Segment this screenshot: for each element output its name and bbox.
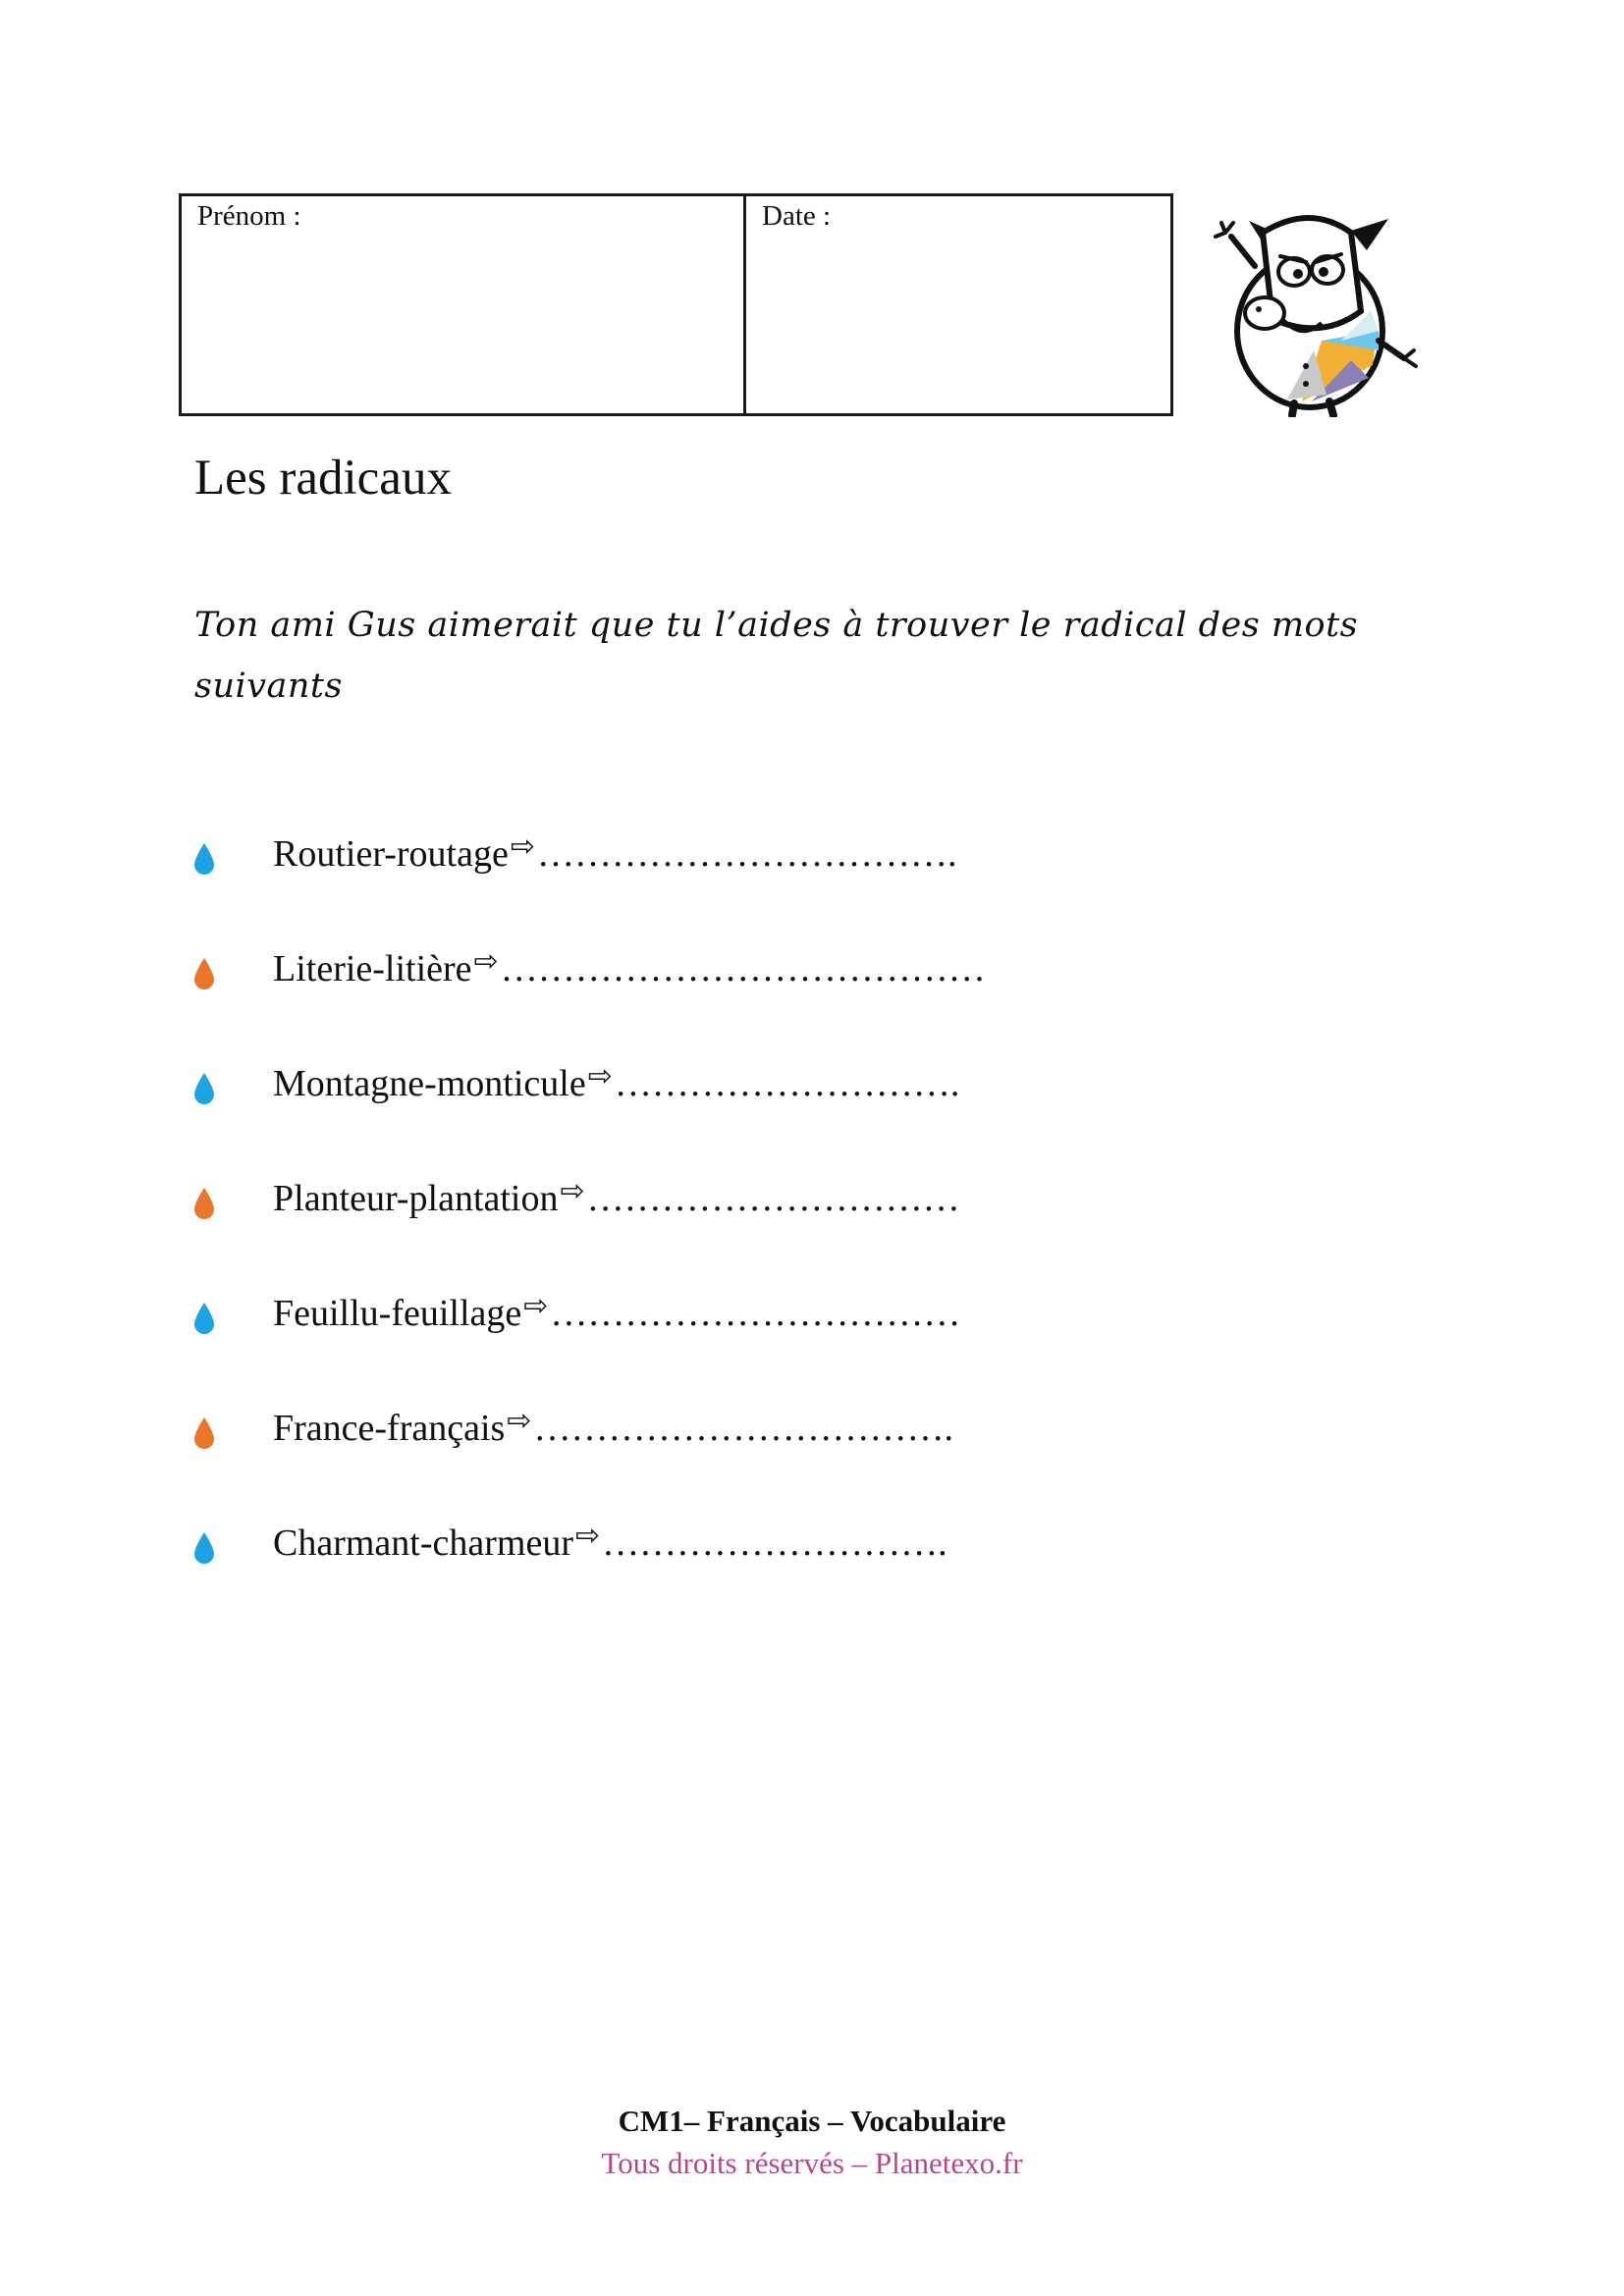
list-item (192, 1174, 986, 1292)
word-pair: Planteur-plantation (273, 1178, 559, 1219)
instruction-text: Ton ami Gus aimerait que tu l’aides à trouver le radical des mots suivants (194, 606, 1359, 706)
prenom-label: Prénom : (197, 200, 301, 232)
answer-blank[interactable]: …………………………… (550, 1293, 961, 1334)
arrow-icon: ⇨ (510, 829, 535, 864)
answer-blank[interactable]: ………………………… (586, 1178, 960, 1219)
word-pair: Feuillu-feuillage (273, 1293, 522, 1334)
droplet-icon (192, 832, 273, 876)
word-pair: France-français (273, 1408, 506, 1449)
answer-blank[interactable]: ………………………. (614, 1063, 960, 1104)
answer-blank[interactable]: ………………………. (602, 1522, 947, 1564)
footer-copyright: Tous droits réservés – Planetexo.fr (601, 2146, 1023, 2180)
arrow-icon: ⇨ (574, 1519, 601, 1553)
answer-blank[interactable]: ……………………………. (533, 1408, 953, 1449)
droplet-icon (192, 1522, 273, 1565)
list-item (192, 1404, 986, 1522)
sheep-mascot-icon (1204, 193, 1422, 417)
header-box (179, 193, 1173, 416)
droplet-icon (192, 947, 273, 990)
list-item (192, 829, 986, 947)
list-item (192, 1289, 986, 1407)
arrow-icon: ⇨ (587, 1059, 613, 1094)
list-item (192, 1059, 986, 1177)
droplet-icon (192, 1177, 273, 1220)
arrow-icon: ⇨ (523, 1289, 549, 1323)
word-pair: Routier-routage (273, 833, 509, 875)
exercise-list (192, 829, 986, 1636)
word-pair: Literie-litière (273, 948, 472, 989)
droplet-icon (192, 1407, 273, 1450)
arrow-icon: ⇨ (507, 1404, 532, 1438)
footer-subject: CM1– Français – Vocabulaire (618, 2104, 1006, 2138)
arrow-icon: ⇨ (560, 1174, 585, 1208)
list-item (192, 1519, 986, 1636)
prenom-field[interactable] (182, 196, 746, 413)
list-item (192, 944, 986, 1062)
page-title: Les radicaux (194, 451, 452, 506)
word-pair: Montagne-monticule (273, 1063, 586, 1104)
droplet-icon (192, 1062, 273, 1105)
date-label: Date : (762, 200, 832, 232)
answer-blank[interactable]: ………………………………… (500, 948, 986, 989)
answer-blank[interactable]: ……………………………. (536, 833, 957, 875)
date-field[interactable] (746, 196, 1170, 413)
arrow-icon: ⇨ (473, 944, 499, 979)
word-pair: Charmant-charmeur (273, 1522, 573, 1564)
droplet-icon (192, 1292, 273, 1335)
